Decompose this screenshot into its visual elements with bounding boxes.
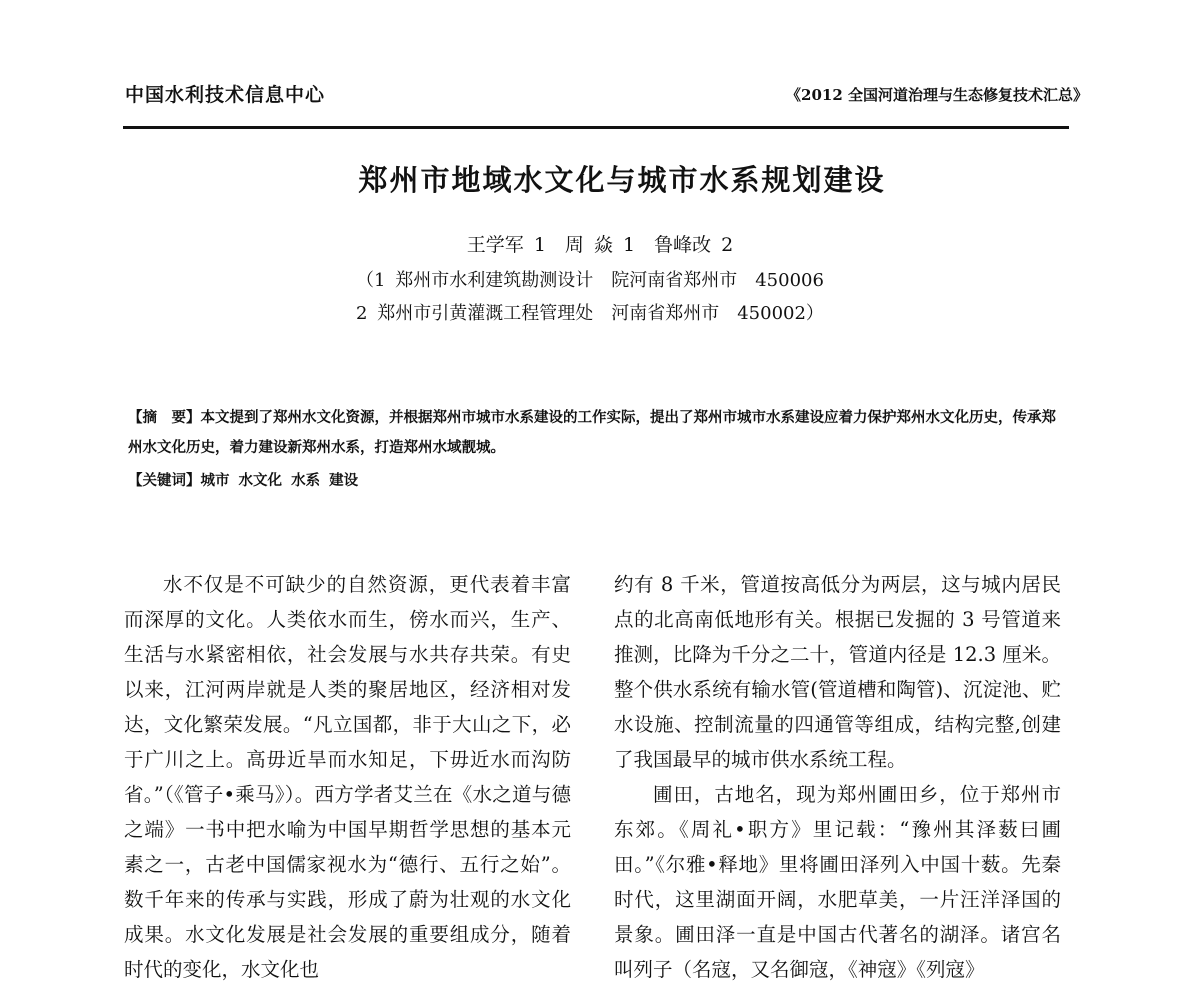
- body-column-left: [124, 567, 571, 987]
- running-header-left: 中国水利技术信息中心: [125, 84, 326, 106]
- header-divider: [123, 126, 1069, 129]
- body-paragraph: 水不仅是不可缺少的自然资源，更代表着丰富而深厚的文化。人类依水而生，傍水而兴，生产、生活与水紧密相依，社会发展与水共存共荣。有史以来，江河两岸就是人类的聚居地区，经济相对发达，文化繁荣发展。“凡立国都，非于大山之下，必于广川之上。高毋近旱而水知足，下毋近水而沟防省。”（《管子•乘马》）。西方学者艾兰在《水之道与德之端》一书中把水喻为中国早期哲学思想的基本元素之一，古老中国儒家视水为“德行、五行之始”。数千年来的传承与实践，形成了蔚为壮观的水文化成果。水文化发展是社会发展的重要组成分，随着时代的变化，水文化也: [124, 573, 571, 981]
- keywords-text: 城市 水文化 水系 建设: [200, 472, 359, 489]
- article-authors: 王学军 1 周 焱 1 鲁峰改 2: [466, 234, 734, 256]
- running-header-right: 《2012 全国河道治理与生态修复技术汇总》: [786, 86, 1088, 104]
- abstract: [128, 403, 1068, 463]
- body-paragraph: 圃田，古地名，现为郑州圃田乡，位于郑州市东郊。《周礼•职方》里记载：“豫州其泽薮曰圃田。”《尔雅•释地》里将圃田泽列入中国十薮。先秦时代，这里湖面开阔，水肥草美，一片汪洋泽国的景象。圃田泽一直是中国古代著名的湖泽。诸宫名叫列子（名寇，又名御寇，《神寇》《列寇》: [614, 783, 1061, 981]
- affiliation-1: （1 郑州市水利建筑勘测设计 院河南省郑州市 450006: [356, 270, 824, 291]
- abstract-text: 本文提到了郑州水文化资源，并根据郑州市城市水系建设的工作实际，提出了郑州市城市水系建设应着力保护郑州水文化历史，传承郑州水文化历史，着力建设新郑州水系，打造郑州水域靓城。: [128, 409, 1056, 456]
- body-column-right: [614, 567, 1061, 987]
- article-title: 郑州市地域水文化与城市水系规划建设: [358, 163, 886, 197]
- affiliation-2: 2 郑州市引黄灌溉工程管理处 河南省郑州市 450002）: [356, 303, 824, 324]
- keywords: [128, 469, 358, 490]
- abstract-label: 【摘 要】: [128, 409, 201, 426]
- keywords-label: 【关键词】: [128, 472, 201, 489]
- body-paragraph: 约有 8 千米，管道按高低分为两层，这与城内居民点的北高南低地形有关。根据已发掘的 3 号管道来推测，比降为千分之二十，管道内径是 12.3 厘米。整个供水系统有输水管(管道槽和陶管)、沉淀池、贮水设施、控制流量的四通管等组成，结构完整,创建了我国最早的城市供水系统工程。: [614, 573, 1061, 771]
